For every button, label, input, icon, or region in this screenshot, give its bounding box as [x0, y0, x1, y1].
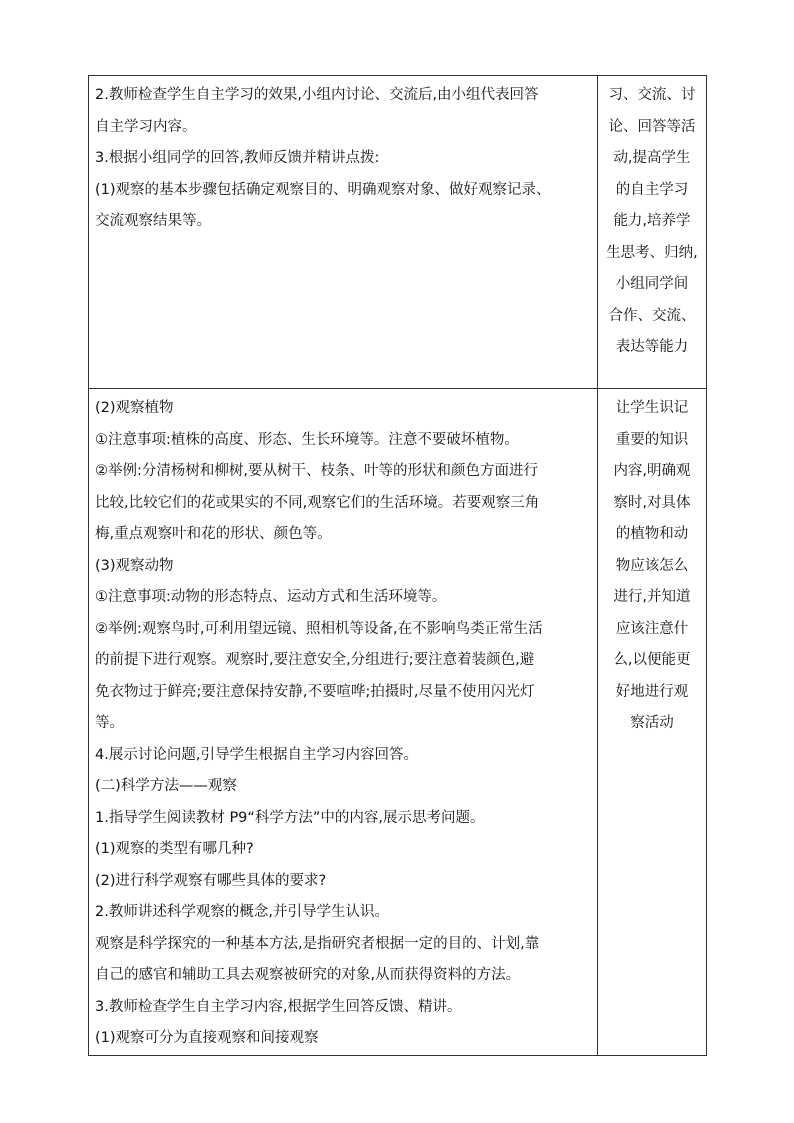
text-line: 让学生识记 — [615, 400, 689, 416]
teaching-process-text — [89, 76, 597, 238]
text-line: (二)科学方法——观察 — [95, 778, 237, 794]
text-line: 应该注意什 — [615, 620, 689, 637]
text-line: 4.展示讨论问题,引导学生根据自主学习内容回答。 — [95, 746, 418, 763]
text-line: (1)观察的基本步骤包括确定观察目的、明确观察对象、做好观察记录、 — [95, 181, 551, 198]
text-line: 自主学习内容。 — [95, 118, 197, 135]
design-intent-text — [598, 389, 706, 740]
text-line: 察时,对具体 — [613, 494, 691, 511]
text-line: (2)进行科学观察有哪些具体的要求? — [95, 872, 327, 889]
text-line: 习、交流、讨 — [608, 87, 696, 103]
text-line: 重要的知识 — [615, 431, 689, 448]
text-line: 能力,培养学 — [613, 213, 691, 229]
text-line: 交流观察结果等。 — [95, 213, 211, 229]
table-row — [89, 389, 707, 1056]
text-line: 合作、交流、 — [608, 307, 696, 324]
text-line: 小组同学间 — [615, 276, 689, 292]
text-line: 3.教师检查学生自主学习内容,根据学生回答反馈、精讲。 — [95, 998, 462, 1015]
text-line: ②举例:观察鸟时,可利用望远镜、照相机等设备,在不影响鸟类正常生活 — [95, 620, 543, 637]
text-line: 的前提下进行观察。观察时,要注意安全,分组进行;要注意着装颜色,避 — [95, 652, 535, 668]
text-line: 2.教师讲述科学观察的概念,并引导学生认识。 — [95, 904, 389, 920]
text-line: 比较,比较它们的花或果实的不同,观察它们的生活环境。若要观察三角 — [95, 494, 540, 511]
design-intent-cell — [598, 76, 707, 389]
text-line: 1.指导学生阅读教材 P9“科学方法”中的内容,展示思考问题。 — [95, 809, 485, 826]
text-line: 3.根据小组同学的回答,教师反馈并精讲点拨: — [95, 150, 380, 166]
text-line: ①注意事项:动物的形态特点、运动方式和生活环境等。 — [95, 589, 447, 605]
text-line: 物应该怎么 — [615, 557, 689, 574]
text-line: 进行,并知道 — [613, 589, 691, 605]
text-line: 梅,重点观察叶和花的形状、颜色等。 — [95, 526, 332, 542]
design-intent-cell — [598, 389, 707, 1056]
text-line: 动,提高学生 — [613, 150, 691, 166]
text-line: 论、回答等活 — [608, 118, 696, 135]
text-line: ①注意事项:植株的高度、形态、生长环境等。注意不要破坏植物。 — [95, 431, 519, 448]
text-line: 免衣物过于鲜亮;要注意保持安静,不要喧哗;拍摄时,尽量不使用闪光灯 — [95, 683, 535, 700]
text-line: 2.教师检查学生自主学习的效果,小组内讨论、交流后,由小组代表回答 — [95, 87, 539, 103]
text-line: 的自主学习 — [615, 181, 689, 198]
text-line: 生思考、归纳, — [606, 244, 698, 261]
text-line: 好地进行观 — [615, 683, 689, 700]
text-line: 内容,明确观 — [613, 463, 691, 479]
design-intent-text — [598, 76, 706, 364]
table-row — [89, 76, 707, 389]
text-line: (1)观察可分为直接观察和间接观察 — [95, 1030, 319, 1046]
text-line: 么,以便能更 — [613, 652, 691, 668]
teaching-process-cell — [89, 389, 598, 1056]
text-line: 表达等能力 — [615, 339, 689, 355]
text-line: ②举例:分清杨树和柳树,要从树干、枝条、叶等的形状和颜色方面进行 — [95, 463, 538, 479]
text-line: (1)观察的类型有哪几种? — [95, 841, 254, 857]
text-line: 察活动 — [630, 715, 674, 731]
teaching-process-cell — [89, 76, 598, 389]
lesson-plan-table — [88, 75, 707, 1056]
text-line: 的植物和动 — [615, 526, 689, 542]
teaching-process-text — [89, 389, 597, 1055]
text-line: (2)观察植物 — [95, 400, 174, 416]
text-line: (3)观察动物 — [95, 557, 174, 574]
text-line: 自己的感官和辅助工具去观察被研究的对象,从而获得资料的方法。 — [95, 967, 521, 983]
text-line: 观察是科学探究的一种基本方法,是指研究者根据一定的目的、计划,靠 — [95, 935, 540, 952]
text-line: 等。 — [95, 715, 124, 731]
